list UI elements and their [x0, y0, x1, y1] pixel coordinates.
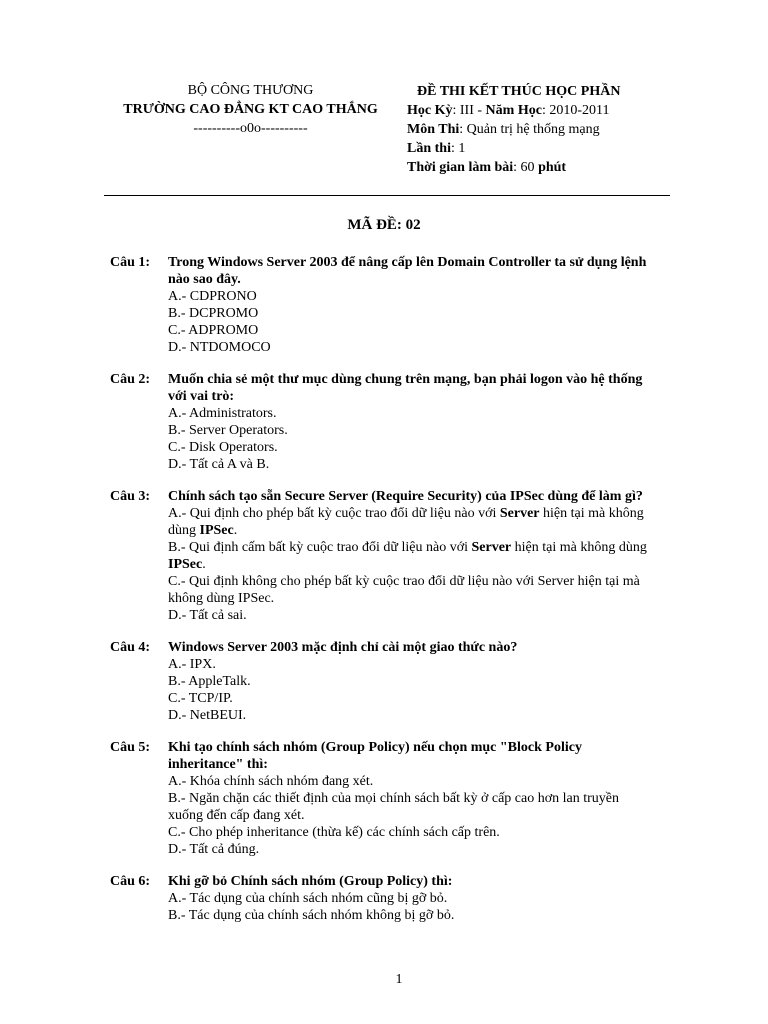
question-number: Câu 5:	[110, 740, 151, 755]
header-rule	[104, 195, 670, 196]
question-number: Câu 3:	[110, 489, 151, 504]
question-text: Trong Windows Server 2003 để nâng cấp lên Domain Controller ta sử dụng lệnh nào sao đây.	[168, 255, 647, 287]
semester-value: : III -	[452, 103, 486, 118]
header-right	[407, 82, 707, 177]
attempt-row	[407, 139, 707, 158]
duration-row	[407, 158, 707, 177]
option-text: A.- Qui định cho phép bất kỳ cuộc trao đổi dữ liệu nào với	[168, 506, 500, 521]
option-b: B.- DCPROMO	[168, 306, 259, 321]
option-c: C.- Disk Operators.	[168, 440, 278, 455]
option-d: D.- Tất cả sai.	[168, 608, 247, 623]
option-a: A.- CDPRONO	[168, 289, 257, 304]
page-number: 1	[395, 972, 403, 987]
semester-row	[407, 101, 707, 120]
subject-label: Môn Thi	[407, 122, 460, 137]
option-a: A.- Administrators.	[168, 406, 277, 421]
option-a: A.- IPX.	[168, 657, 216, 672]
question-text: Khi gỡ bỏ Chính sách nhóm (Group Policy) thì:	[168, 874, 453, 889]
duration-value: : 60	[513, 160, 539, 175]
option-b: B.- Ngăn chặn các thiết định của mọi chính sách bất kỳ ở cấp cao hơn lan truyền xuống đến cấp đang xét.	[168, 791, 619, 823]
question-6	[110, 873, 650, 924]
question-number: Câu 1:	[110, 255, 151, 270]
header-left	[108, 81, 393, 138]
option-a: A.- Tác dụng của chính sách nhóm cũng bị gỡ bỏ.	[168, 891, 448, 906]
option-emphasis: Server	[471, 540, 512, 555]
question-number: Câu 6:	[110, 874, 151, 889]
question-text: Chính sách tạo sẵn Secure Server (Require Security) của IPSec dùng để làm gì?	[168, 489, 643, 504]
option-text: hiện tại mà không dùng	[511, 540, 647, 555]
question-text: Windows Server 2003 mặc định chỉ cài một giao thức nào?	[168, 640, 518, 655]
subject-value: : Quản trị hệ thống mạng	[459, 122, 600, 137]
option-text: B.- Qui định cấm bất kỳ cuộc trao đổi dữ liệu nào với	[168, 540, 472, 555]
question-number: Câu 2:	[110, 372, 151, 387]
option-d: D.- Tất cả A và B.	[168, 457, 270, 472]
question-3	[110, 488, 650, 624]
header-divider: ----------o0o----------	[193, 121, 308, 136]
option-a	[168, 505, 650, 539]
option-c: C.- Qui định không cho phép bất kỳ cuộc trao đổi dữ liệu nào với Server hiện tại mà không dùng IPSec.	[168, 574, 640, 606]
option-d: D.- Tất cả đúng.	[168, 842, 260, 857]
attempt-value: : 1	[450, 141, 466, 156]
question-1	[110, 254, 650, 356]
exam-code: MÃ ĐỀ: 02	[347, 217, 421, 233]
option-text: hiện tại mà không dùng	[168, 506, 644, 538]
question-4	[110, 639, 650, 724]
ministry-name: BỘ CÔNG THƯƠNG	[187, 83, 314, 98]
option-a: A.- Khóa chính sách nhóm đang xét.	[168, 774, 374, 789]
duration-unit: phút	[538, 160, 567, 175]
question-number: Câu 4:	[110, 640, 151, 655]
school-name: TRƯỜNG CAO ĐẲNG KT CAO THẮNG	[123, 102, 378, 117]
option-d: D.- NetBEUI.	[168, 708, 247, 723]
option-emphasis: IPSec	[168, 557, 203, 572]
option-text: .	[233, 523, 238, 538]
option-b: B.- Server Operators.	[168, 423, 288, 438]
subject-row	[407, 120, 707, 139]
question-text: Khi tạo chính sách nhóm (Group Policy) nếu chọn mục "Block Policy inheritance" thì:	[168, 740, 582, 772]
option-c: C.- ADPROMO	[168, 323, 259, 338]
question-2	[110, 371, 650, 473]
option-d: D.- NTDOMOCO	[168, 340, 271, 355]
year-label: Năm Học	[485, 103, 542, 118]
option-b: B.- Tác dụng của chính sách nhóm không bị gỡ bỏ.	[168, 908, 455, 923]
duration-label: Thời gian làm bài	[407, 160, 514, 175]
option-c: C.- Cho phép inheritance (thừa kế) các chính sách cấp trên.	[168, 825, 500, 840]
semester-label: Học Kỳ	[407, 103, 453, 118]
question-5	[110, 739, 650, 858]
option-c: C.- TCP/IP.	[168, 691, 233, 706]
option-text: .	[202, 557, 206, 572]
option-b	[168, 539, 650, 573]
year-value: : 2010-2011	[541, 103, 610, 118]
attempt-label: Lần thi	[407, 141, 451, 156]
option-b: B.- AppleTalk.	[168, 674, 251, 689]
option-emphasis: Server	[499, 506, 540, 521]
option-emphasis: IPSec	[199, 523, 234, 538]
question-list	[110, 254, 650, 939]
question-text: Muốn chia sẻ một thư mục dùng chung trên mạng, bạn phải logon vào hệ thống với vai trò:	[168, 372, 643, 404]
exam-title: ĐỀ THI KẾT THÚC HỌC PHẦN	[417, 84, 621, 99]
